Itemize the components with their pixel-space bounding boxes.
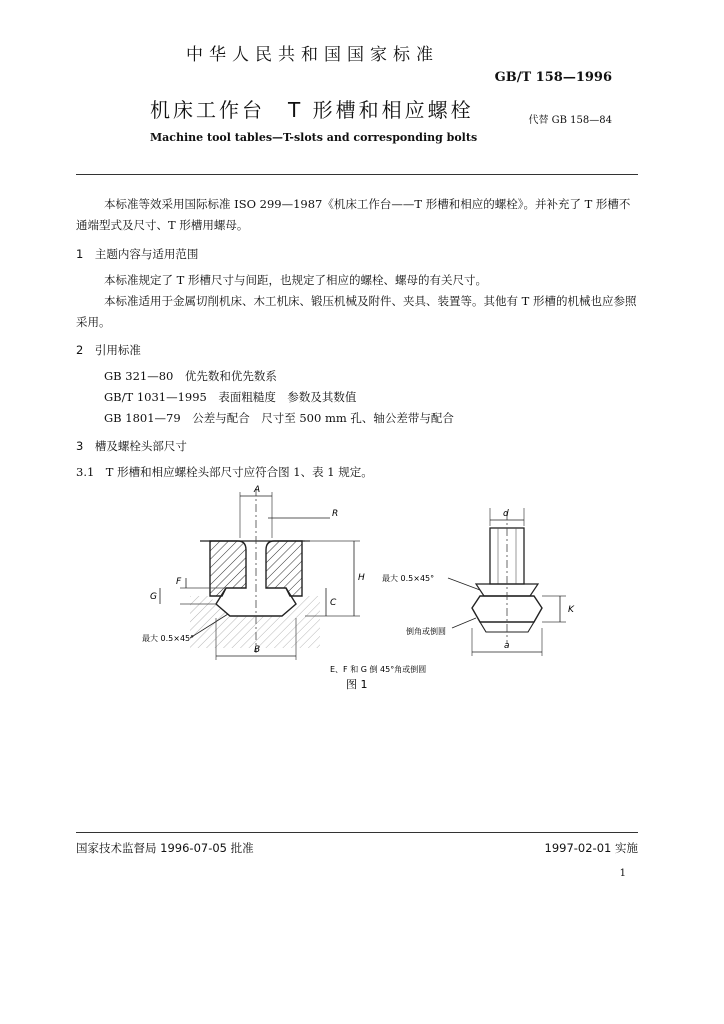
section-1-paragraph-1: 本标准规定了 T 形槽尺寸与间距，也规定了相应的螺栓、螺母的有关尺寸。 [104, 273, 487, 287]
figure-1 [130, 478, 600, 698]
label-d: d [503, 509, 509, 519]
label-a-lower: a [504, 641, 510, 651]
standard-code: GB/T 158—1996 [494, 70, 612, 85]
label-h: H [358, 573, 365, 583]
section-1-heading: 1 主题内容与适用范围 [76, 247, 199, 261]
label-r: R [332, 509, 339, 519]
effective-date: 1997-02-01 实施 [544, 841, 638, 855]
figure-caption: 图 1 [346, 678, 368, 691]
section-3-heading: 3 槽及螺栓头部尺寸 [76, 439, 187, 453]
approval-date: 国家技术监督局 1996-07-05 批准 [76, 841, 254, 855]
label-k: K [568, 605, 574, 615]
document-title: 机床工作台 T 形槽和相应螺栓 [150, 98, 474, 122]
reference-item: GB/T 1031—1995 表面粗糙度 参数及其数值 [104, 390, 357, 404]
section-1-paragraph-2: 本标准适用于金属切削机床、木工机床、锻压机械及附件、夹具、装置等。其他有 T 形槽的机械也应参照采用。 [76, 294, 637, 329]
label-chamfer-left: 最大 0.5×45° [142, 634, 195, 643]
label-round-note: 倒角或倒圆 [406, 627, 446, 636]
footer-divider [76, 832, 638, 833]
label-a: A [254, 485, 261, 495]
reference-item: GB 1801—79 公差与配合 尺寸至 500 mm 孔、轴公差带与配合 [104, 411, 454, 425]
label-chamfer-right: 最大 0.5×45° [382, 574, 435, 583]
intro-paragraph: 本标准等效采用国际标准 ISO 299—1987《机床工作台——T 形槽和相应的螺栓》。并补充了 T 形槽不通端型式及尺寸、T 形槽用螺母。 [76, 197, 631, 232]
standard-title: 中华人民共和国国家标准 [186, 45, 439, 65]
header-divider [76, 174, 638, 175]
label-f: F [176, 577, 182, 587]
bolt-head-drawing [448, 508, 566, 656]
label-g: G [150, 592, 157, 602]
label-b: B [254, 645, 261, 655]
english-title: Machine tool tables—T-slots and corresponding bolts [150, 131, 478, 144]
label-c: C [330, 598, 337, 608]
page-number: 1 [619, 868, 626, 879]
figure-note: E、F 和 G 倒 45°角或倒圆 [330, 665, 427, 674]
reference-item: GB 321—80 优先数和优先数系 [104, 369, 277, 383]
replaces-note: 代替 GB 158—84 [528, 115, 612, 126]
section-2-heading: 2 引用标准 [76, 343, 141, 357]
clause-3-1: 3.1 T 形槽和相应螺栓头部尺寸应符合图 1、表 1 规定。 [76, 465, 373, 479]
